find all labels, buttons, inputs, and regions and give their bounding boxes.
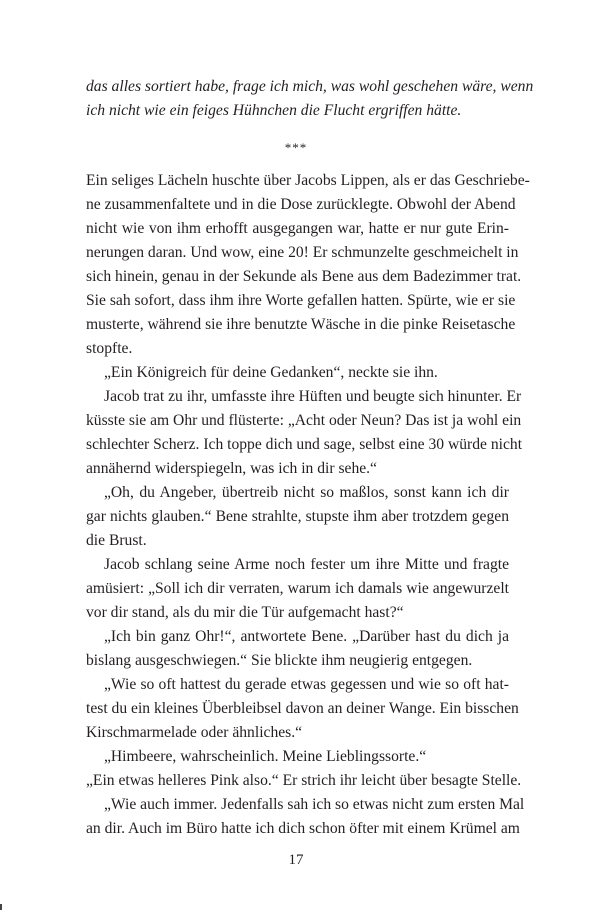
body-line: gar nichts glauben.“ Bene strahlte, stupste ihm aber trotzdem gegen: [86, 508, 509, 525]
body-line: schlechter Scherz. Ich toppe dich und sage, selbst eine 30 würde nicht: [86, 436, 523, 453]
body-line: bislang ausgeschwiegen.“ Sie blickte ihm neugierig entgegen.: [86, 652, 473, 669]
body-line: die Brust.: [86, 532, 147, 549]
body-line: nerungen daran. Und wow, eine 20! Er schmunzelte geschmeichelt in: [86, 244, 519, 261]
body-line: ne zusammenfaltete und in die Dose zurücklegte. Obwohl der Abend: [86, 196, 516, 213]
body-line: „Wie so oft hattest du gerade etwas gegessen und wie so oft hat-: [104, 676, 509, 693]
body-line: sich hinein, genau in der Sekunde als Bene aus dem Badezimmer trat.: [86, 268, 522, 285]
body-line: Sie sah sofort, dass ihm ihre Worte gefallen hatten. Spürte, wie er sie: [86, 292, 516, 309]
scan-edge-mark: [0, 904, 2, 910]
body-line: annähernd widerspiegeln, was ich in dir sehe.“: [86, 460, 377, 477]
body-line: Ein seliges Lächeln huschte über Jacobs Lippen, als er das Geschriebe-: [86, 172, 530, 189]
body-line: stopfte.: [86, 340, 133, 357]
body-line: Jacob schlang seine Arme noch fester um ihre Mitte und fragte: [104, 556, 509, 573]
body-line: „Ein etwas helleres Pink also.“ Er strich ihr leicht über besagte Stelle.: [86, 772, 522, 789]
page-number: 17: [288, 852, 304, 868]
section-separator: ***: [284, 140, 308, 155]
body-line: „Ein Königreich für deine Gedanken“, neckte sie ihn.: [104, 364, 438, 381]
body-line: „Himbeere, wahrscheinlich. Meine Lieblingssorte.“: [104, 748, 427, 765]
body-line: test du ein kleines Überbleibsel davon an deiner Wange. Ein bisschen: [86, 700, 519, 717]
body-line: Kirschmarmelade oder ähnliches.“: [86, 724, 303, 741]
body-line: „Ich bin ganz Ohr!“, antwortete Bene. „Darüber hast du dich ja: [104, 628, 509, 645]
intro-line: ich nicht wie ein feiges Hühnchen die Flucht ergriffen hätte.: [86, 102, 462, 119]
body-line: musterte, während sie ihre benutzte Wäsche in die pinke Reisetasche: [86, 316, 516, 333]
body-line: vor dir stand, als du mir die Tür aufgemacht hast?“: [86, 604, 404, 621]
body-line: amüsiert: „Soll ich dir verraten, warum ich damals wie angewurzelt: [86, 580, 509, 597]
body-line: küsste sie am Ohr und flüsterte: „Acht oder Neun? Das ist ja wohl ein: [86, 412, 522, 429]
body-line: an dir. Auch im Büro hatte ich dich schon öfter mit einem Krümel am: [86, 820, 520, 837]
intro-line: das alles sortiert habe, frage ich mich, was wohl geschehen wäre, wenn: [86, 78, 534, 95]
body-line: „Wie auch immer. Jedenfalls sah ich so etwas nicht zum ersten Mal: [104, 796, 525, 813]
body-line: Jacob trat zu ihr, umfasste ihre Hüften und beugte sich hinunter. Er: [104, 388, 522, 405]
body-line: „Oh, du Angeber, übertreib nicht so maßlos, sonst kann ich dir: [104, 484, 509, 501]
body-line: nicht wie von ihm erhofft ausgegangen war, hatte er nur gute Erin-: [86, 220, 509, 237]
